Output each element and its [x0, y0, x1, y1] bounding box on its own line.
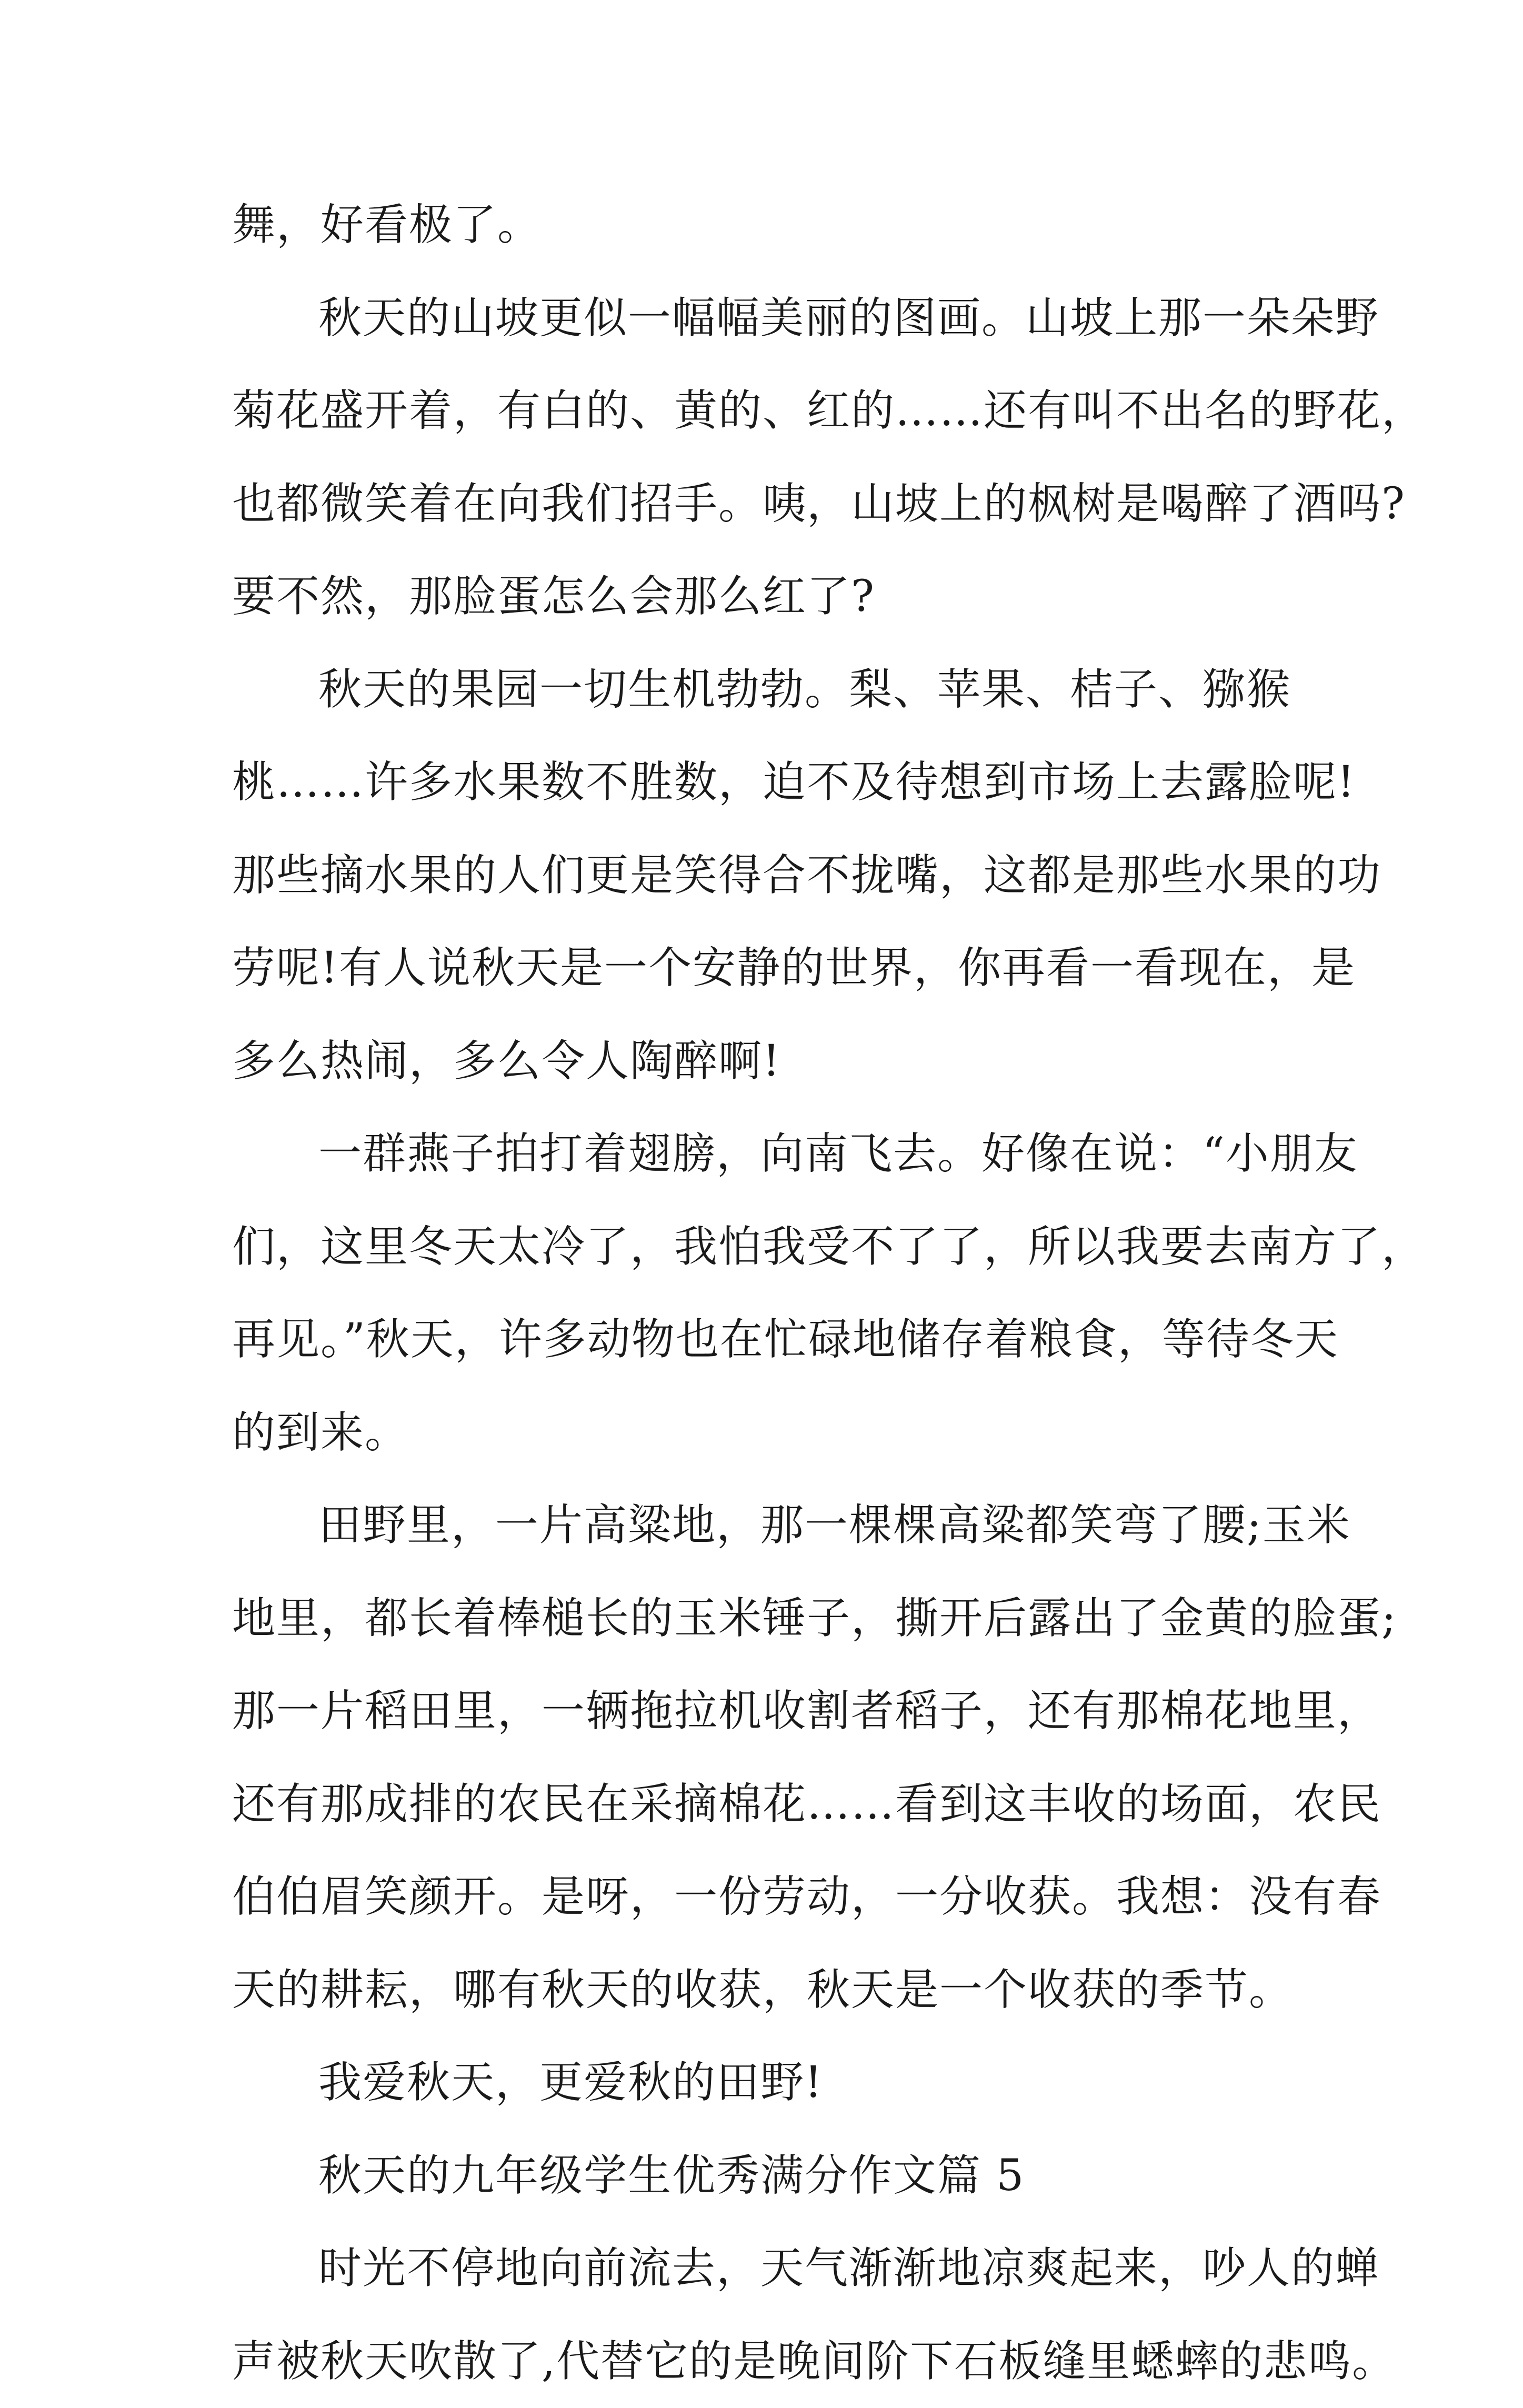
text-line: 多么热闹，多么令人陶醉啊!	[232, 1015, 1306, 1108]
text-line: 那些摘水果的人们更是笑得合不拢嘴，这都是那些水果的功	[232, 829, 1306, 922]
text-line: 一群燕子拍打着翅膀，向南飞去。好像在说：“小朋友	[232, 1108, 1306, 1201]
text-line: 地里，都长着棒槌长的玉米锤子，撕开后露出了金黄的脸蛋;	[232, 1572, 1306, 1665]
text-line: 桃……许多水果数不胜数，迫不及待想到市场上去露脸呢!	[232, 736, 1306, 829]
section-heading: 秋天的九年级学生优秀满分作文篇 5	[232, 2130, 1306, 2223]
text-line: 的到来。	[232, 1387, 1306, 1480]
text-line: 那一片稻田里，一辆拖拉机收割者稻子，还有那棉花地里，	[232, 1665, 1306, 1758]
text-line: 时光不停地向前流去，天气渐渐地凉爽起来，吵人的蝉	[232, 2222, 1306, 2315]
essay-body	[232, 179, 1306, 2408]
text-line: 田野里，一片高粱地，那一棵棵高粱都笑弯了腰;玉米	[232, 1479, 1306, 1572]
text-line: 声被秋天吹散了,代替它的是晚间阶下石板缝里蟋蟀的悲鸣。	[232, 2315, 1306, 2408]
text-line: 菊花盛开着，有白的、黄的、红的……还有叫不出名的野花，	[232, 365, 1306, 458]
text-line: 秋天的山坡更似一幅幅美丽的图画。山坡上那一朵朵野	[232, 272, 1306, 365]
text-line: 们，这里冬天太冷了，我怕我受不了了，所以我要去南方了，	[232, 1201, 1306, 1294]
text-line: 要不然，那脸蛋怎么会那么红了?	[232, 550, 1306, 644]
text-line: 再见。”秋天，许多动物也在忙碌地储存着粮食，等待冬天	[232, 1293, 1306, 1387]
text-line: 秋天的果园一切生机勃勃。梨、苹果、桔子、猕猴	[232, 644, 1306, 737]
text-line: 还有那成排的农民在采摘棉花……看到这丰收的场面，农民	[232, 1758, 1306, 1851]
text-line: 劳呢!有人说秋天是一个安静的世界，你再看一看现在，是	[232, 922, 1306, 1015]
text-line: 我爱秋天，更爱秋的田野!	[232, 2036, 1306, 2130]
text-line: 舞，好看极了。	[232, 179, 1306, 272]
text-line: 也都微笑着在向我们招手。咦，山坡上的枫树是喝醉了酒吗?	[232, 458, 1306, 551]
text-line: 天的耕耘，哪有秋天的收获，秋天是一个收获的季节。	[232, 1944, 1306, 2037]
text-line: 伯伯眉笑颜开。是呀，一份劳动，一分收获。我想：没有春	[232, 1851, 1306, 1944]
